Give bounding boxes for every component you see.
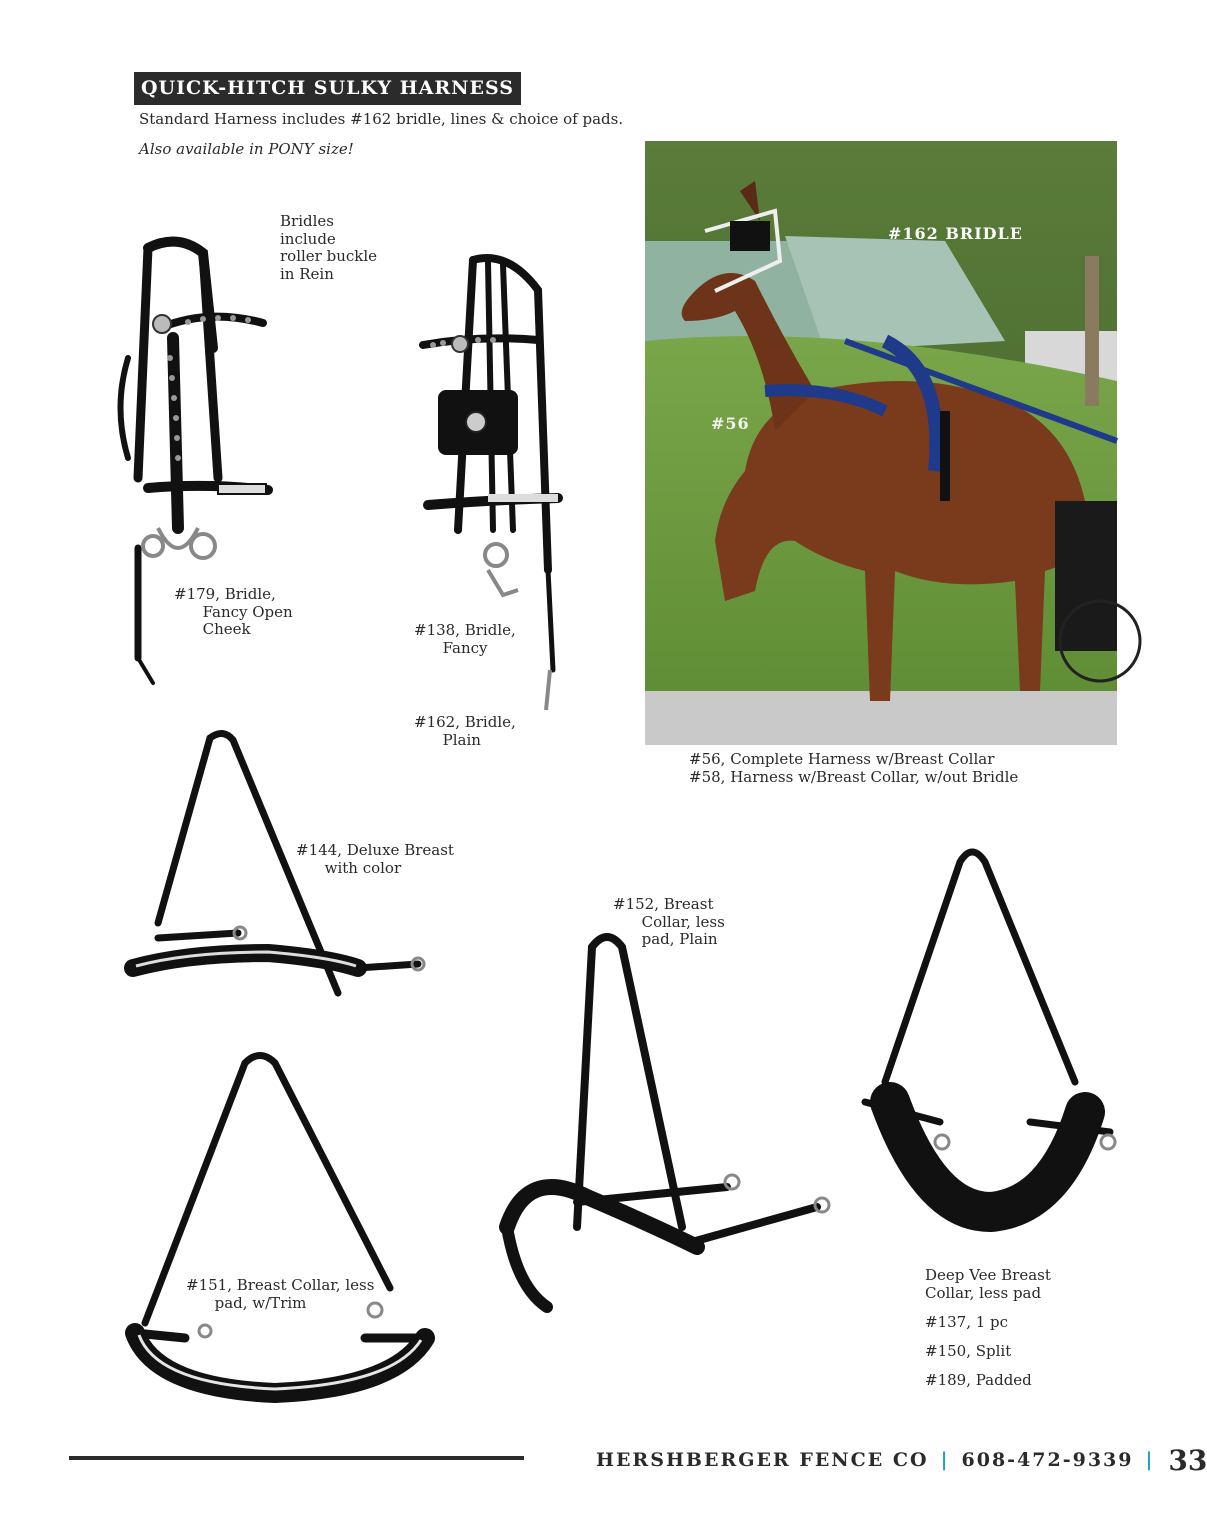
- deep-vee-137-caption: #137, 1 pc: [925, 1313, 1009, 1331]
- footer: [596, 1440, 1207, 1480]
- section-title: QUICK-HITCH SULKY HARNESS: [134, 72, 521, 105]
- photo-label-162-bridle: #162 BRIDLE: [888, 224, 1023, 243]
- breast-collar-152-image: [497, 927, 842, 1322]
- photo-label-56: #56: [711, 414, 750, 433]
- breast-collar-152-caption: #152, Breast Collar, less pad, Plain: [613, 895, 725, 948]
- deep-vee-caption: Deep Vee Breast Collar, less pad: [925, 1266, 1051, 1302]
- breast-collar-144-caption: #144, Deluxe Breast with color: [296, 841, 454, 877]
- footer-separator-2: |: [1145, 1449, 1155, 1471]
- horse-harness-photo: [645, 141, 1117, 745]
- deep-vee-breast-collar-image: [860, 842, 1118, 1227]
- deep-vee-189-caption: #189, Padded: [925, 1371, 1032, 1389]
- bridle-162-caption: #162, Bridle, Plain: [414, 713, 516, 749]
- page-number: 33: [1168, 1443, 1207, 1477]
- bridles-roller-buckle-note: Bridles include roller buckle in Rein: [280, 212, 378, 283]
- breast-collar-151-image: [125, 1048, 435, 1413]
- breast-collar-151-caption: #151, Breast Collar, less pad, w/Trim: [186, 1276, 375, 1312]
- footer-company: HERSHBERGER FENCE CO: [596, 1449, 929, 1471]
- bridle-179-caption: #179, Bridle, Fancy Open Cheek: [174, 585, 293, 638]
- footer-rule: [69, 1456, 524, 1460]
- bridle-138-caption: #138, Bridle, Fancy: [414, 621, 516, 657]
- harness-56-58-caption: #56, Complete Harness w/Breast Collar #58, Harness w/Breast Collar, w/out Bridle: [689, 750, 1019, 786]
- deep-vee-150-caption: #150, Split: [925, 1342, 1012, 1360]
- pony-note: Also available in PONY size!: [139, 140, 354, 158]
- footer-phone: 608-472-9339: [961, 1449, 1134, 1471]
- harness-description: Standard Harness includes #162 bridle, lines & choice of pads.: [139, 110, 624, 128]
- footer-separator: |: [940, 1449, 950, 1471]
